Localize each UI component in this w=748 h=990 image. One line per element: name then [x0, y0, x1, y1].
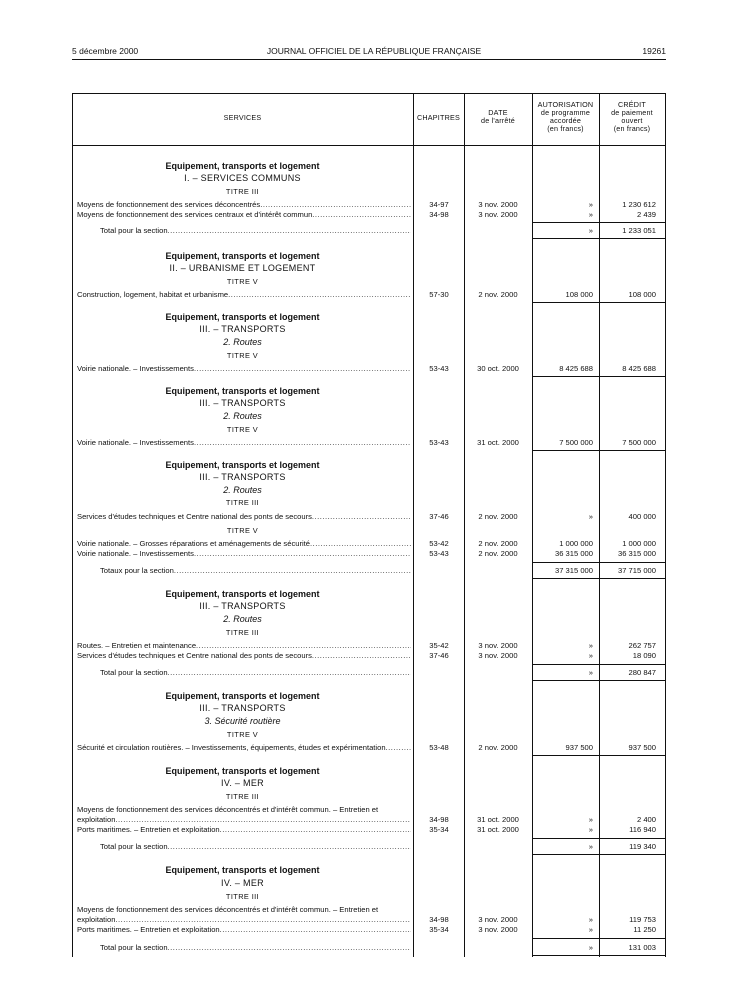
section-heading: III. – TRANSPORTS [199, 703, 286, 713]
row-date: 3 nov. 2000 [478, 925, 518, 934]
titre-heading: TITRE V [226, 425, 259, 434]
row-label [77, 815, 411, 825]
sum-rule [532, 376, 665, 377]
total-credit: 131 003 [628, 943, 656, 952]
titre-heading: TITRE III [225, 892, 260, 901]
ministry-heading: Equipement, transports et logement [165, 766, 320, 776]
row-credit: 119 753 [629, 915, 656, 924]
row-label-text: Ports maritimes. – Entretien et exploitation [77, 825, 220, 834]
row-label [77, 364, 411, 374]
total-label [100, 566, 411, 576]
col-header-date-line: DATE [488, 108, 508, 117]
titre-heading: TITRE III [225, 187, 260, 196]
row-credit: 36 315 000 [617, 549, 656, 558]
row-autorisation: 108 000 [565, 290, 593, 299]
col-header-date-line: de l'arrêté [481, 116, 515, 125]
row-date: 2 nov. 2000 [478, 290, 518, 299]
row-credit: 1 230 612 [622, 200, 656, 209]
total-label [100, 668, 411, 678]
row-label-text: Voirie nationale. – Investissements [77, 364, 194, 373]
row-label [77, 290, 411, 300]
section-heading: IV. – MER [221, 878, 264, 888]
row-credit: 2 400 [636, 815, 656, 824]
row-autorisation: » [588, 815, 593, 824]
col-header-cp-line: ouvert [621, 116, 643, 125]
row-credit: 7 500 000 [622, 438, 656, 447]
row-date: 3 nov. 2000 [478, 210, 518, 219]
col-header-cp-line: (en francs) [613, 124, 651, 133]
subsection-heading: 2. Routes [223, 411, 262, 421]
row-label-text: exploitation [77, 815, 116, 824]
subsection-heading: 2. Routes [223, 614, 262, 624]
titre-heading: TITRE III [225, 498, 260, 507]
row-date: 2 nov. 2000 [478, 512, 518, 521]
row-date: 3 nov. 2000 [478, 651, 518, 660]
header-rule [72, 59, 666, 60]
row-date: 30 oct. 2000 [477, 364, 519, 373]
row-label-text: Voirie nationale. – Investissements [77, 438, 194, 447]
row-label-text: Routes. – Entretien et maintenance [77, 641, 197, 650]
ministry-heading: Equipement, transports et logement [165, 865, 320, 875]
total-autorisation: » [588, 226, 593, 235]
row-autorisation: 8 425 688 [559, 364, 593, 373]
sum-rule [532, 680, 665, 681]
row-credit: 937 500 [628, 743, 656, 752]
total-autorisation: » [588, 842, 593, 851]
row-credit: 8 425 688 [622, 364, 656, 373]
total-label [100, 226, 411, 236]
row-label [77, 438, 411, 448]
row-chapitre: 34-98 [429, 915, 449, 924]
row-chapitre: 34-98 [429, 815, 449, 824]
sum-rule [532, 755, 665, 756]
col-header-credit [599, 101, 665, 133]
row-label-text: Ports maritimes. – Entretien et exploitation [77, 925, 220, 934]
ministry-heading: Equipement, transports et logement [165, 251, 320, 261]
row-label-line: Moyens de fonctionnement des services déconcentrés et d'intérêt commun. – Entretien et [77, 805, 379, 814]
titre-heading: TITRE V [226, 277, 259, 286]
page-number: 19261 [642, 46, 666, 56]
row-label [77, 512, 411, 522]
sum-rule [532, 838, 665, 839]
row-autorisation: » [588, 641, 593, 650]
row-autorisation: » [588, 925, 593, 934]
row-credit: 2 439 [636, 210, 656, 219]
row-label [77, 549, 411, 559]
row-autorisation: 1 000 000 [559, 539, 593, 548]
total-label-text: Total pour la section [100, 943, 168, 952]
row-label [77, 200, 411, 210]
row-autorisation: » [588, 825, 593, 834]
ministry-heading: Equipement, transports et logement [165, 161, 320, 171]
row-label-text: Services d'études techniques et Centre national des ponts de secours [77, 651, 312, 660]
row-label-text: Moyens de fonctionnement des services centraux et d'intérêt commun [77, 210, 313, 219]
total-label [100, 842, 411, 852]
total-credit: 119 340 [629, 842, 656, 851]
sum-rule [532, 302, 665, 303]
row-label [77, 641, 411, 651]
row-autorisation: » [588, 915, 593, 924]
col-header-ap-line: (en francs) [547, 124, 584, 133]
subsection-heading: 2. Routes [223, 337, 262, 347]
row-label-text: Sécurité et circulation routières. – Investissements, équipements, études et expérimentation [77, 743, 386, 752]
titre-heading: TITRE III [225, 628, 260, 637]
total-autorisation: » [588, 668, 593, 677]
row-label [77, 651, 411, 661]
col-header-ap-line: accordée [549, 116, 582, 125]
row-date: 2 nov. 2000 [478, 539, 518, 548]
row-credit: 108 000 [628, 290, 656, 299]
ministry-heading: Equipement, transports et logement [165, 589, 320, 599]
row-chapitre: 53-48 [429, 743, 449, 752]
row-date: 2 nov. 2000 [478, 549, 518, 558]
row-label [77, 210, 411, 220]
row-label-text: Voirie nationale. – Grosses réparations et aménagements de sécurité [77, 539, 311, 548]
ministry-heading: Equipement, transports et logement [165, 691, 320, 701]
col-header-cp-line: de paiement [611, 108, 653, 117]
row-label [77, 825, 411, 835]
row-autorisation: 7 500 000 [559, 438, 593, 447]
row-chapitre: 53-42 [429, 539, 449, 548]
sum-rule [532, 450, 665, 451]
row-credit: 262 757 [628, 641, 656, 650]
row-credit: 18 090 [632, 651, 656, 660]
row-autorisation: 937 500 [565, 743, 593, 752]
row-label [77, 915, 411, 925]
row-date: 3 nov. 2000 [478, 641, 518, 650]
total-label-text: Total pour la section [100, 226, 168, 235]
total-credit: 280 847 [628, 668, 656, 677]
row-date: 2 nov. 2000 [478, 743, 518, 752]
row-credit: 1 000 000 [622, 539, 656, 548]
sum-rule [532, 222, 665, 223]
col-header-services: SERVICES [223, 113, 262, 122]
row-autorisation: » [588, 200, 593, 209]
row-chapitre: 57-30 [429, 290, 449, 299]
col-header-ap-line: AUTORISATION [537, 100, 594, 109]
row-date: 31 oct. 2000 [477, 438, 519, 447]
section-heading: I. – SERVICES COMMUNS [184, 173, 301, 183]
col-header-cp-line: CRÉDIT [618, 100, 646, 109]
row-chapitre: 53-43 [429, 364, 449, 373]
row-chapitre: 35-42 [429, 641, 449, 650]
row-chapitre: 37-46 [429, 512, 449, 521]
row-label [77, 925, 411, 935]
total-label [100, 943, 411, 953]
ministry-heading: Equipement, transports et logement [165, 312, 320, 322]
titre-heading: TITRE V [226, 351, 259, 360]
row-chapitre: 35-34 [429, 925, 449, 934]
sum-rule [532, 955, 665, 956]
row-autorisation: » [588, 651, 593, 660]
table-top-rule [72, 93, 666, 94]
row-chapitre: 34-98 [429, 210, 449, 219]
journal-title: JOURNAL OFFICIEL DE LA RÉPUBLIQUE FRANÇAISE [266, 46, 482, 56]
row-chapitre: 53-43 [429, 438, 449, 447]
sum-rule [532, 854, 665, 855]
header-date: 5 décembre 2000 [72, 46, 139, 56]
titre-heading: TITRE V [226, 730, 259, 739]
section-heading: II. – URBANISME ET LOGEMENT [169, 263, 316, 273]
row-label-text: Voirie nationale. – Investissements [77, 549, 194, 558]
col-header-ap-line: de programme [540, 108, 591, 117]
total-autorisation: » [588, 943, 593, 952]
row-date: 31 oct. 2000 [477, 815, 519, 824]
section-heading: III. – TRANSPORTS [199, 601, 286, 611]
total-autorisation: 37 315 000 [554, 566, 593, 575]
row-autorisation: 36 315 000 [554, 549, 593, 558]
section-heading: III. – TRANSPORTS [199, 398, 286, 408]
row-credit: 116 940 [629, 825, 656, 834]
row-date: 3 nov. 2000 [478, 915, 518, 924]
col-header-autorisation [532, 101, 599, 133]
total-label-text: Total pour la section [100, 842, 168, 851]
subsection-heading: 2. Routes [223, 485, 262, 495]
row-label-text: exploitation [77, 915, 116, 924]
row-label-text: Moyens de fonctionnement des services déconcentrés [77, 200, 261, 209]
table-header-rule [72, 145, 666, 146]
section-heading: IV. – MER [221, 778, 264, 788]
row-chapitre: 37-46 [429, 651, 449, 660]
col-header-date [464, 109, 532, 125]
row-label-line: Moyens de fonctionnement des services déconcentrés et d'intérêt commun. – Entretien et [77, 905, 379, 914]
total-credit: 37 715 000 [617, 566, 656, 575]
sum-rule [532, 238, 665, 239]
row-chapitre: 35-34 [429, 825, 449, 834]
row-autorisation: » [588, 210, 593, 219]
row-credit: 400 000 [628, 512, 656, 521]
row-date: 31 oct. 2000 [477, 825, 519, 834]
row-autorisation: » [588, 512, 593, 521]
row-chapitre: 34-97 [429, 200, 449, 209]
titre-heading: TITRE V [226, 526, 259, 535]
col-rule [665, 93, 666, 957]
subsection-heading: 3. Sécurité routière [204, 716, 281, 726]
total-label-text: Totaux pour la section [100, 566, 174, 575]
col-rule [413, 93, 414, 957]
total-label-text: Total pour la section [100, 668, 168, 677]
total-credit: 1 233 051 [622, 226, 656, 235]
row-date: 3 nov. 2000 [478, 200, 518, 209]
titre-heading: TITRE III [225, 792, 260, 801]
section-heading: III. – TRANSPORTS [199, 472, 286, 482]
sum-rule [532, 562, 665, 563]
row-label [77, 539, 411, 549]
sum-rule [532, 578, 665, 579]
ministry-heading: Equipement, transports et logement [165, 460, 320, 470]
col-header-chapitres: CHAPITRES [417, 113, 460, 122]
row-credit: 11 250 [633, 925, 656, 934]
row-label-text: Construction, logement, habitat et urbanisme [77, 290, 229, 299]
sum-rule [532, 664, 665, 665]
sum-rule [532, 938, 665, 939]
row-label [77, 743, 411, 753]
section-heading: III. – TRANSPORTS [199, 324, 286, 334]
row-chapitre: 53-43 [429, 549, 449, 558]
row-label-text: Services d'études techniques et Centre national des ponts de secours [77, 512, 312, 521]
ministry-heading: Equipement, transports et logement [165, 386, 320, 396]
